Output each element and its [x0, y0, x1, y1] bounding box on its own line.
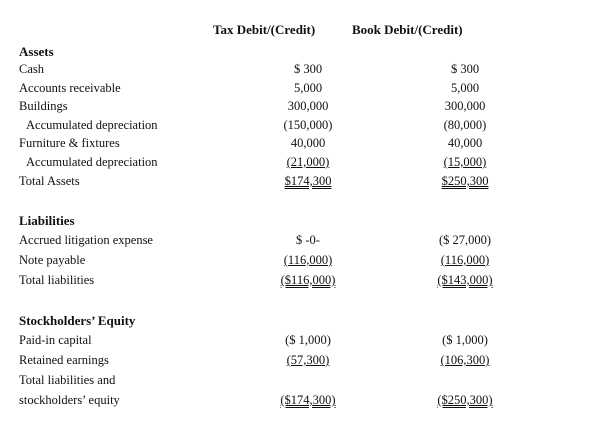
equity-heading: Stockholders’ Equity — [19, 313, 136, 328]
book-value-accrued-litigation: ($ 27,000) — [438, 233, 492, 247]
book-value-total-assets: $250,300 — [441, 174, 489, 188]
book-value-furniture: 40,000 — [447, 136, 483, 150]
row-label-accum-depr-buildings: Accumulated depreciation — [26, 118, 158, 132]
row-label-accounts-receivable: Accounts receivable — [19, 81, 121, 95]
tax-value-cash: $ 300 — [293, 62, 323, 76]
book-value-note-payable: (116,000) — [440, 253, 490, 267]
book-value-retained-earnings: (106,300) — [440, 353, 490, 367]
liabilities-heading: Liabilities — [19, 213, 75, 228]
book-value-accounts-receivable: 5,000 — [450, 81, 480, 95]
tax-value-total-assets: $174,300 — [284, 174, 332, 188]
tax-value-furniture: 40,000 — [290, 136, 326, 150]
book-value-accum-depr-furniture: (15,000) — [443, 155, 487, 169]
book-value-cash: $ 300 — [450, 62, 480, 76]
tax-value-buildings: 300,000 — [287, 99, 329, 113]
row-label-buildings: Buildings — [19, 99, 68, 113]
tax-value-retained-earnings: (57,300) — [286, 353, 330, 367]
row-label-total-liabilities: Total liabilities — [19, 273, 95, 287]
tax-value-accounts-receivable: 5,000 — [293, 81, 323, 95]
book-column-header: Book Debit/(Credit) — [352, 22, 463, 37]
row-label-cash: Cash — [19, 62, 44, 76]
book-value-total-liab-equity: ($250,300) — [437, 393, 493, 407]
book-value-buildings: 300,000 — [444, 99, 486, 113]
row-label-accrued-litigation: Accrued litigation expense — [19, 233, 153, 247]
book-value-total-liabilities: ($143,000) — [437, 273, 493, 287]
book-value-accum-depr-buildings: (80,000) — [443, 118, 487, 132]
row-label-furniture: Furniture & fixtures — [19, 136, 120, 150]
row-label-paid-in-capital: Paid-in capital — [19, 333, 92, 347]
row-label-total-assets: Total Assets — [19, 174, 80, 188]
row-label-accum-depr-furniture: Accumulated depreciation — [26, 155, 158, 169]
tax-value-note-payable: (116,000) — [283, 253, 333, 267]
row-label-retained-earnings: Retained earnings — [19, 353, 109, 367]
tax-value-total-liab-equity: ($174,300) — [280, 393, 336, 407]
tax-value-accrued-litigation: $ -0- — [296, 233, 320, 247]
tax-value-accum-depr-furniture: (21,000) — [286, 155, 330, 169]
tax-value-accum-depr-buildings: (150,000) — [283, 118, 333, 132]
tax-value-paid-in-capital: ($ 1,000) — [285, 333, 331, 347]
row-label-note-payable: Note payable — [19, 253, 86, 267]
assets-heading: Assets — [19, 44, 54, 59]
row-label-total-liab-equity-line1: Total liabilities and — [19, 373, 116, 387]
book-value-paid-in-capital: ($ 1,000) — [442, 333, 488, 347]
tax-value-total-liabilities: ($116,000) — [280, 273, 336, 287]
tax-column-header: Tax Debit/(Credit) — [213, 22, 316, 37]
row-label-total-liab-equity-line2: stockholders’ equity — [19, 393, 120, 407]
